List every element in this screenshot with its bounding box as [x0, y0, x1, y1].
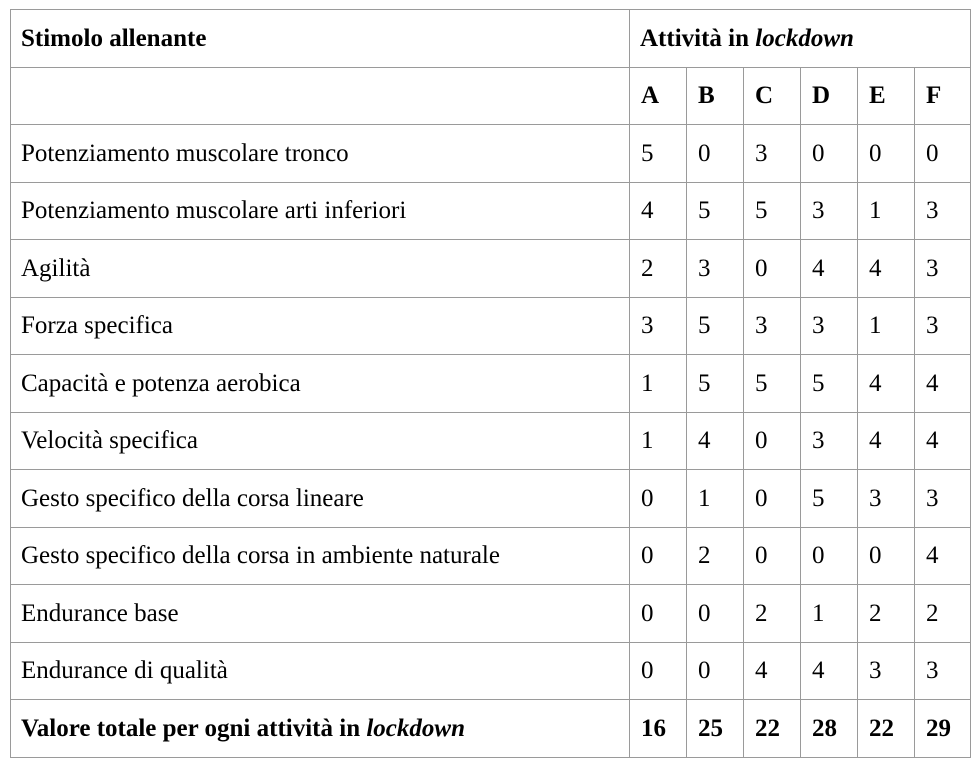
row-value: 0	[744, 412, 801, 470]
column-header: B	[687, 67, 744, 125]
row-value: 3	[744, 297, 801, 355]
table-row	[11, 355, 971, 413]
table-row	[11, 412, 971, 470]
row-value: 3	[687, 240, 744, 298]
row-value: 4	[858, 355, 915, 413]
row-value: 1	[630, 412, 687, 470]
row-value: 0	[801, 527, 858, 585]
row-value: 3	[801, 412, 858, 470]
table-row	[11, 585, 971, 643]
row-value: 1	[687, 470, 744, 528]
row-value: 3	[858, 470, 915, 528]
row-value: 0	[630, 642, 687, 700]
total-value: 22	[858, 700, 915, 758]
table-row	[11, 642, 971, 700]
row-value: 3	[915, 470, 971, 528]
row-value: 3	[801, 297, 858, 355]
header-attivita-prefix: Attività in	[640, 24, 756, 52]
row-value: 0	[858, 125, 915, 183]
row-value: 5	[687, 355, 744, 413]
column-header: F	[915, 67, 971, 125]
table-header-row	[11, 10, 971, 68]
row-value: 2	[744, 585, 801, 643]
row-value: 1	[858, 297, 915, 355]
total-value: 29	[915, 700, 971, 758]
row-value: 0	[630, 585, 687, 643]
header-attivita-emph: lockdown	[755, 24, 854, 52]
row-value: 4	[630, 182, 687, 240]
row-value: 3	[915, 297, 971, 355]
row-label: Endurance base	[11, 585, 630, 643]
row-value: 3	[858, 642, 915, 700]
row-value: 0	[630, 470, 687, 528]
empty-header-cell	[11, 67, 630, 125]
activity-stimulus-table	[10, 9, 971, 758]
row-value: 5	[744, 182, 801, 240]
row-value: 5	[630, 125, 687, 183]
row-label: Potenziamento muscolare arti inferiori	[11, 182, 630, 240]
row-value: 2	[630, 240, 687, 298]
total-value: 22	[744, 700, 801, 758]
table-row	[11, 527, 971, 585]
total-row	[11, 700, 971, 758]
total-label-emph: lockdown	[366, 714, 465, 742]
row-value: 3	[744, 125, 801, 183]
column-header: C	[744, 67, 801, 125]
row-label: Capacità e potenza aerobica	[11, 355, 630, 413]
row-label: Potenziamento muscolare tronco	[11, 125, 630, 183]
total-value: 16	[630, 700, 687, 758]
table-row	[11, 470, 971, 528]
total-value: 28	[801, 700, 858, 758]
total-label	[11, 700, 630, 758]
column-header: A	[630, 67, 687, 125]
row-value: 3	[915, 642, 971, 700]
column-letters-row	[11, 67, 971, 125]
row-value: 2	[858, 585, 915, 643]
row-label: Gesto specifico della corsa lineare	[11, 470, 630, 528]
row-value: 4	[915, 355, 971, 413]
table-row	[11, 125, 971, 183]
total-label-prefix: Valore totale per ogni attività in	[21, 714, 367, 742]
header-attivita	[630, 10, 971, 68]
total-value: 25	[687, 700, 744, 758]
row-value: 3	[915, 240, 971, 298]
row-label: Velocità specifica	[11, 412, 630, 470]
row-label: Forza specifica	[11, 297, 630, 355]
row-value: 0	[858, 527, 915, 585]
row-value: 4	[858, 240, 915, 298]
row-value: 0	[687, 642, 744, 700]
row-label: Agilità	[11, 240, 630, 298]
row-value: 4	[687, 412, 744, 470]
row-value: 4	[858, 412, 915, 470]
row-value: 0	[801, 125, 858, 183]
data-rows	[11, 125, 971, 700]
row-value: 0	[744, 527, 801, 585]
row-value: 0	[915, 125, 971, 183]
row-value: 5	[687, 182, 744, 240]
row-value: 0	[744, 240, 801, 298]
column-header: E	[858, 67, 915, 125]
row-value: 0	[630, 527, 687, 585]
row-label: Gesto specifico della corsa in ambiente naturale	[11, 527, 630, 585]
row-value: 4	[744, 642, 801, 700]
table-row	[11, 182, 971, 240]
row-value: 5	[801, 470, 858, 528]
row-value: 0	[687, 585, 744, 643]
row-value: 3	[630, 297, 687, 355]
row-value: 1	[630, 355, 687, 413]
table-row	[11, 240, 971, 298]
row-value: 2	[915, 585, 971, 643]
row-value: 0	[687, 125, 744, 183]
table-row	[11, 297, 971, 355]
header-stimolo: Stimolo allenante	[11, 10, 630, 68]
row-value: 1	[858, 182, 915, 240]
row-label: Endurance di qualità	[11, 642, 630, 700]
row-value: 4	[915, 412, 971, 470]
row-value: 3	[801, 182, 858, 240]
row-value: 4	[915, 527, 971, 585]
row-value: 5	[801, 355, 858, 413]
row-value: 0	[744, 470, 801, 528]
row-value: 2	[687, 527, 744, 585]
row-value: 4	[801, 240, 858, 298]
row-value: 1	[801, 585, 858, 643]
row-value: 5	[687, 297, 744, 355]
row-value: 3	[915, 182, 971, 240]
row-value: 5	[744, 355, 801, 413]
column-header: D	[801, 67, 858, 125]
row-value: 4	[801, 642, 858, 700]
